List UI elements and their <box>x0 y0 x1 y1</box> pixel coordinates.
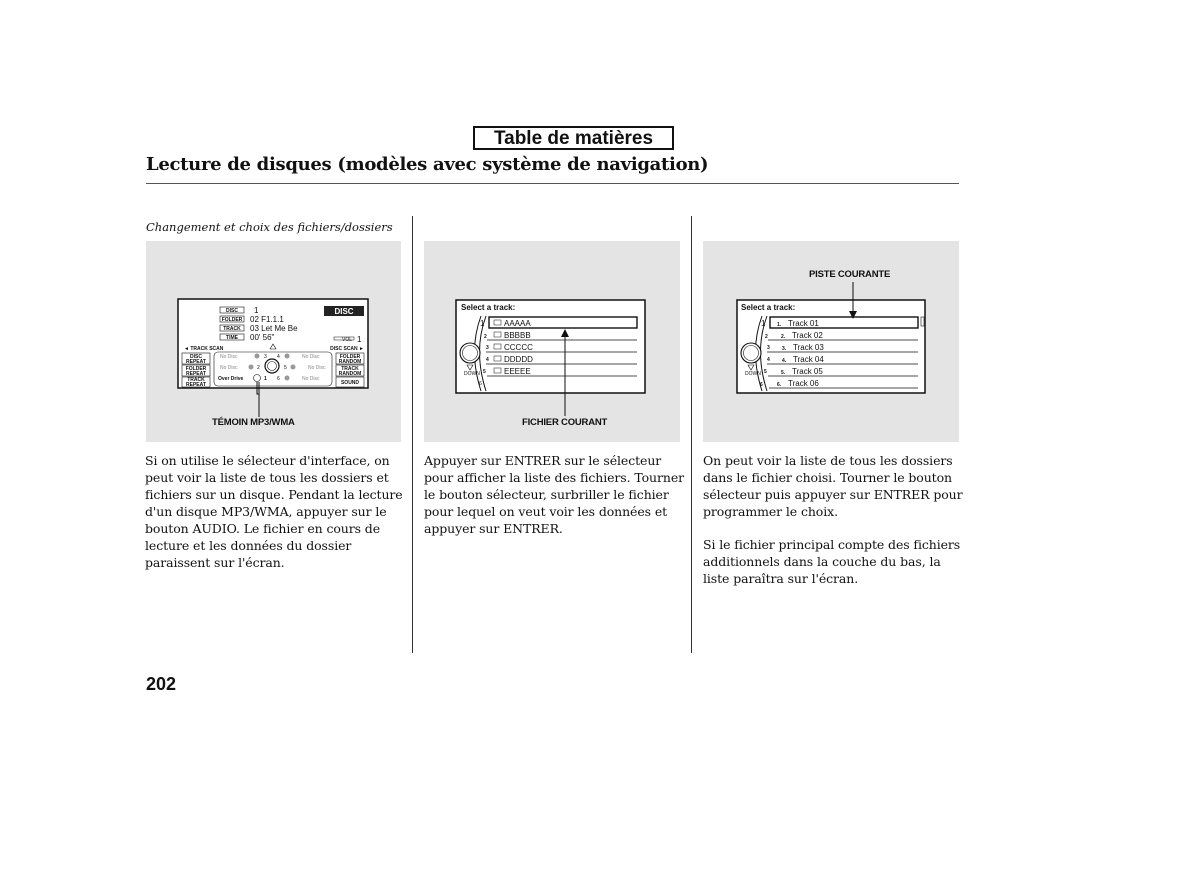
column-2-text: Appuyer sur ENTRER sur le sélecteur pour afficher la liste des fichiers. Tourner le bouton sélecteur, surbriller le fichier pour lequel on veut voir les données et appuyer sur ENTRER. <box>424 453 684 536</box>
track-idx-5: 5. <box>781 370 786 376</box>
file-num-6: 6 <box>479 381 482 387</box>
file-num-5: 5 <box>483 369 486 375</box>
table-of-contents-button[interactable]: Table de matières <box>473 126 674 150</box>
header-rule <box>146 183 959 184</box>
disc-repeat-line2: REPEAT <box>186 359 206 365</box>
track-idx-4: 4. <box>782 358 787 364</box>
vol-value: 1 <box>357 335 362 344</box>
down-label: DOWN <box>745 371 761 377</box>
track-num-6: 6 <box>760 382 763 388</box>
column-3-text-1: On peut voir la liste de tous les dossiers dans le fichier choisi. Tourner le bouton sélecteur puis appuyer sur ENTRER pour programmer le choix. <box>703 453 963 519</box>
track-row-5: Track 05 <box>792 367 823 376</box>
slot-4: 4 <box>277 354 280 360</box>
track-row-3: Track 03 <box>793 343 824 352</box>
track-num-2: 2 <box>765 334 768 340</box>
no-disc-5: No Disc <box>308 365 326 371</box>
track-value: 03 Let Me Be <box>250 324 298 333</box>
track-idx-1: 1. <box>777 322 782 328</box>
column-1-text: Si on utilise le sélecteur d'interface, on peut voir la liste de tous les dossiers et fichiers sur un disque. Pendant la lecture d'un disque MP3/WMA, appuyer sur le bouton AUDIO. Le fichier en cours de lecture et les données du dossier paraissent sur l'écran. <box>145 453 403 570</box>
figure-panel-file-list <box>424 241 680 442</box>
no-disc-2: No Disc <box>220 365 238 371</box>
file-row-5: EEEEE <box>504 367 531 376</box>
track-random-line2: RANDOM <box>338 371 362 377</box>
no-disc-4: No Disc <box>302 354 320 360</box>
column-divider-2 <box>691 216 692 653</box>
current-track-label: PISTE COURANTE <box>809 269 891 280</box>
disc-value: 1 <box>254 306 259 315</box>
file-num-2: 2 <box>484 334 487 340</box>
no-disc-6: No Disc <box>302 376 320 382</box>
current-file-label: FICHIER COURANT <box>522 417 608 428</box>
track-tag: TRACK <box>223 326 241 332</box>
disc-repeat-line1: DISC <box>190 354 202 360</box>
file-row-1: AAAAA <box>504 319 531 328</box>
folder-random-line1: FOLDER <box>339 354 361 360</box>
track-num-4: 4 <box>767 357 770 363</box>
track-idx-6: 6. <box>777 382 782 388</box>
track-random-line1: TRACK <box>341 366 359 372</box>
track-idx-3: 3. <box>782 346 787 352</box>
mode-indicator: DISC <box>334 307 354 316</box>
folder-random-line2: RANDOM <box>338 359 362 365</box>
sound-label: SOUND <box>340 380 360 386</box>
slot-6: 6 <box>277 376 280 382</box>
track-scan-label: ◄ TRACK SCAN <box>184 346 224 352</box>
file-num-3: 3 <box>486 345 489 351</box>
track-row-4: Track 04 <box>793 355 824 364</box>
track-num-3: 3 <box>767 345 770 351</box>
over-drive-label: Over Drive <box>218 376 244 382</box>
folder-value: 02 F1.1.1 <box>250 315 284 324</box>
file-row-3: CCCCC <box>504 343 533 352</box>
track-repeat-line2: REPEAT <box>186 382 206 388</box>
down-label: DOWN <box>464 371 480 377</box>
section-title: Lecture de disques (modèles avec système de navigation) <box>146 154 709 175</box>
track-row-6: Track 06 <box>788 379 819 388</box>
column-divider-1 <box>412 216 413 653</box>
file-list-illustration <box>424 241 680 442</box>
no-disc-3: No Disc <box>220 354 238 360</box>
time-tag: TIME <box>226 335 238 341</box>
folder-tag: FOLDER <box>221 317 243 323</box>
slot-3: 3 <box>264 354 267 360</box>
page-number: 202 <box>146 674 177 694</box>
track-num-1: 1 <box>761 319 766 328</box>
track-idx-2: 2. <box>781 334 786 340</box>
folder-repeat-line1: FOLDER <box>185 366 207 372</box>
slot-2: 2 <box>257 365 260 371</box>
disc-screen-illustration <box>146 241 401 442</box>
file-num-4: 4 <box>486 357 489 363</box>
column-3-text-2: Si le fichier principal compte des fichiers additionnels dans la couche du bas, la liste paraîtra sur l'écran. <box>703 537 961 586</box>
track-num-5: 5 <box>764 369 767 375</box>
folder-repeat-line2: REPEAT <box>186 371 206 377</box>
slot-1: 1 <box>264 376 267 382</box>
track-repeat-line1: TRACK <box>187 377 205 383</box>
file-num-1: 1 <box>480 319 485 328</box>
disc-scan-label: DISC SCAN ► <box>330 346 364 352</box>
slot-5: 5 <box>284 365 287 371</box>
track-list-title: Select a track: <box>741 303 796 312</box>
mp3-wma-indicator-label: TÉMOIN MP3/WMA <box>212 417 295 428</box>
figure-panel-track-list <box>703 241 959 442</box>
track-row-1: Track 01 <box>788 319 819 328</box>
file-row-4: DDDDD <box>504 355 533 364</box>
track-row-2: Track 02 <box>792 331 823 340</box>
figure-caption: Changement et choix des fichiers/dossiers <box>146 220 393 234</box>
figure-panel-disc-screen <box>146 241 401 442</box>
file-list-title: Select a track: <box>461 303 516 312</box>
file-row-2: BBBBB <box>504 331 531 340</box>
time-value: 00' 56" <box>250 333 275 342</box>
vol-label: VOL <box>342 337 353 343</box>
disc-tag: DISC <box>226 308 238 314</box>
